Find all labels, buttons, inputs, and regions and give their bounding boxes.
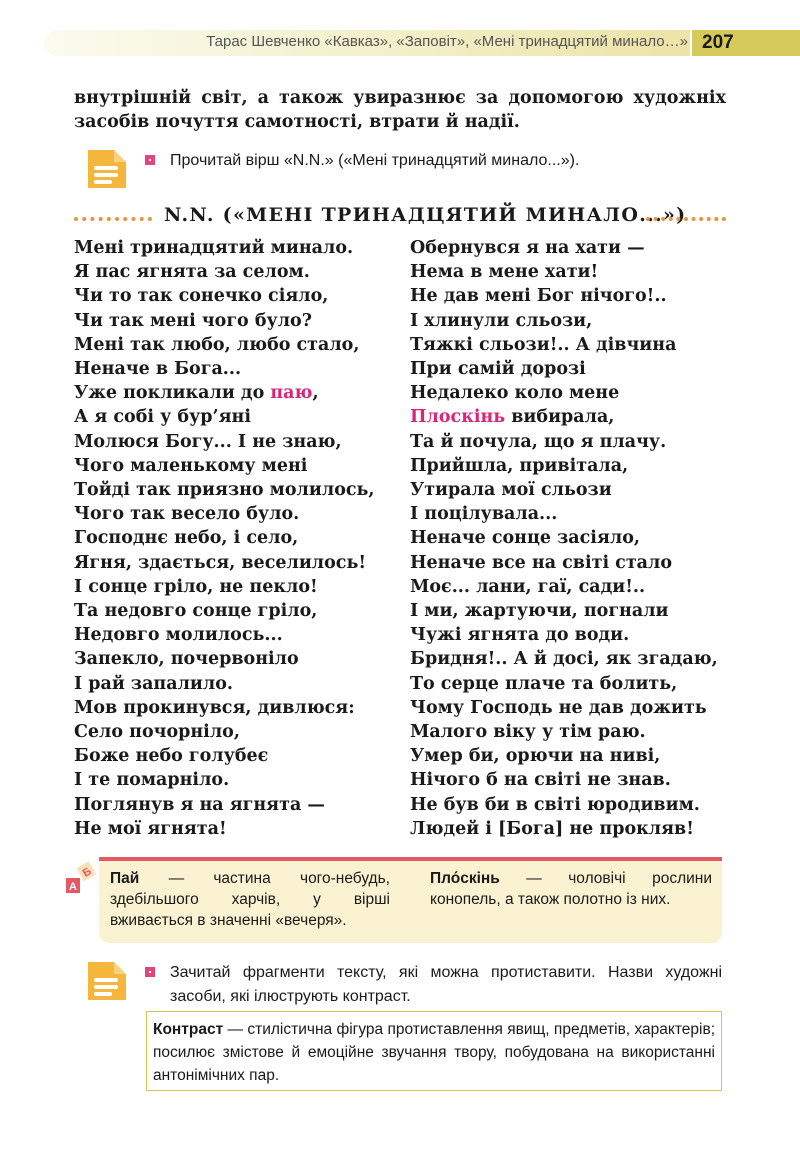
poem-line: При самій дорозі: [410, 359, 586, 380]
poem-line: Чи то так сонечко сіяло,: [74, 286, 329, 307]
glossary-entry-pai: [110, 868, 390, 931]
poem-line: Неначе все на світі стало: [410, 552, 673, 573]
poem-line: А я собі у бур’яні: [74, 407, 251, 428]
glossary-term: Пло́скінь: [430, 870, 500, 887]
poem-line: Та й почула, що я плачу.: [410, 431, 667, 452]
poem-line: Мов прокинувся, дивлюся:: [74, 697, 355, 718]
poem-line: Прийшла, привітала,: [410, 455, 629, 476]
poem-line: Та недовго сонце гріло,: [74, 601, 318, 622]
glossary-definition: — частина чого-небудь, здебільшого харчів, у вірші вживається в значенні «вечеря».: [110, 870, 390, 929]
dictionary-ab-icon: [66, 860, 100, 896]
poem-line: Неначе в Бога...: [74, 359, 242, 380]
poem-line: І рай запалило.: [74, 673, 234, 694]
poem-line: І хлинули сльози,: [410, 310, 593, 331]
definition-text: — стилістична фігура протиставлення явищ, предметів, характерів; посилює змістове й емоційне звучання твору, побудована на використанні антонімічних пар.: [153, 1021, 715, 1084]
poem-line: Обернувся я на хати —: [410, 238, 645, 258]
poem-line: Боже небо голубеє: [74, 746, 269, 767]
task-bullet: [145, 967, 155, 977]
poem-line: Плоскінь вибирала,: [410, 407, 615, 428]
poem-line: Утирала мої сльози: [410, 480, 612, 501]
poem-line: Малого віку у тім раю.: [410, 722, 646, 743]
poem-title: N.N. («МЕНІ ТРИНАДЦЯТИЙ МИНАЛО...»): [164, 204, 687, 226]
poem-line: Ягня, здається, веселилось!: [74, 552, 367, 573]
poem-line: То серце плаче та болить,: [410, 673, 678, 694]
poem-line: Село почорніло,: [74, 722, 240, 743]
badge-letter-a: А: [69, 881, 77, 893]
document-icon: [84, 958, 130, 1004]
poem-line: Моє... лани, гаї, сади!..: [410, 576, 646, 597]
badge-letter-b: Б: [80, 865, 94, 880]
definition-term: Контраст: [153, 1021, 224, 1038]
poem-line: Чому Господь не дав дожить: [410, 697, 707, 718]
poem-line: Нічого б на світі не знав.: [410, 770, 671, 791]
task-1-text: Прочитай вірш «N.N.» («Мені тринадцятий минало...»).: [170, 152, 580, 169]
poem-line: Поглянув я на ягнята —: [74, 794, 325, 815]
poem-title-row: [74, 204, 726, 234]
glossary-entry-ploskin: [430, 868, 712, 910]
task-bullet: [145, 155, 155, 165]
poem-right-column: [410, 236, 718, 841]
poem-line: Неначе сонце засіяло,: [410, 528, 640, 549]
poem-line: Мені тринадцятий минало.: [74, 238, 354, 258]
poem-line: Чого маленькому мені: [74, 455, 308, 476]
title-dots-right: [646, 217, 726, 225]
poem-line: Тяжкі сльози!.. А дівчина: [410, 334, 677, 355]
poem-line: Чи так мені чого було?: [74, 310, 312, 331]
poem-line: Запекло, почервоніло: [74, 649, 299, 670]
definition-box: [146, 1011, 722, 1091]
poem-line: Не був би в світі юродивим.: [410, 794, 700, 815]
intro-paragraph: внутрішній світ, а також увиразнює за допомогою художніх засобів почуття самотності, втрати й надії.: [74, 88, 726, 132]
task-2-text: Зачитай фрагменти тексту, які можна протиставити. Назви художні засоби, які ілюструють контраст.: [170, 964, 722, 1005]
glossary-term: Пай: [110, 870, 140, 887]
poem-left-column: [74, 236, 375, 841]
glossary-term-highlight: паю: [270, 383, 313, 404]
poem-line: Умер би, орючи на ниві,: [410, 746, 661, 767]
poem-line: Не мої ягнята!: [74, 818, 227, 839]
poem-line: І сонце гріло, не пекло!: [74, 576, 318, 597]
page-number: 207: [692, 30, 800, 56]
document-icon: [84, 146, 130, 192]
poem-line: Бридня!.. А й досі, як згадаю,: [410, 649, 718, 670]
poem-line: Недалеко коло мене: [410, 383, 620, 404]
poem-line: Уже покликали до паю,: [74, 383, 319, 404]
poem-line: Не дав мені Бог нічого!..: [410, 286, 667, 307]
glossary-term-highlight: Плоскінь: [410, 407, 506, 428]
title-dots-left: [74, 217, 152, 225]
poem-line: Мені так любо, любо стало,: [74, 334, 360, 355]
poem-line: І ми, жартуючи, погнали: [410, 601, 669, 622]
poem-line: І те помарніло.: [74, 770, 230, 791]
poem-line: Нема в мене хати!: [410, 262, 599, 283]
poem-line: Я пас ягнята за селом.: [74, 262, 310, 283]
poem-line: Тойді так приязно молилось,: [74, 480, 375, 501]
poem-line: Чужі ягнята до води.: [410, 625, 630, 646]
running-title: Тарас Шевченко «Кавказ», «Заповіт», «Мені тринадцятий минало…»: [206, 33, 688, 50]
glossary-definition: — чоловічі рослини конопель, а також полотно із них.: [430, 870, 712, 908]
poem-line: Чого так весело було.: [74, 504, 300, 525]
poem-line: Молюся Богу... І не знаю,: [74, 431, 342, 452]
poem-line: Господнє небо, і село,: [74, 528, 299, 549]
poem-line: Людей і [Бога] не прокляв!: [410, 818, 694, 839]
poem-line: Недовго молилось...: [74, 625, 283, 646]
poem-line: І поцілувала...: [410, 504, 558, 525]
